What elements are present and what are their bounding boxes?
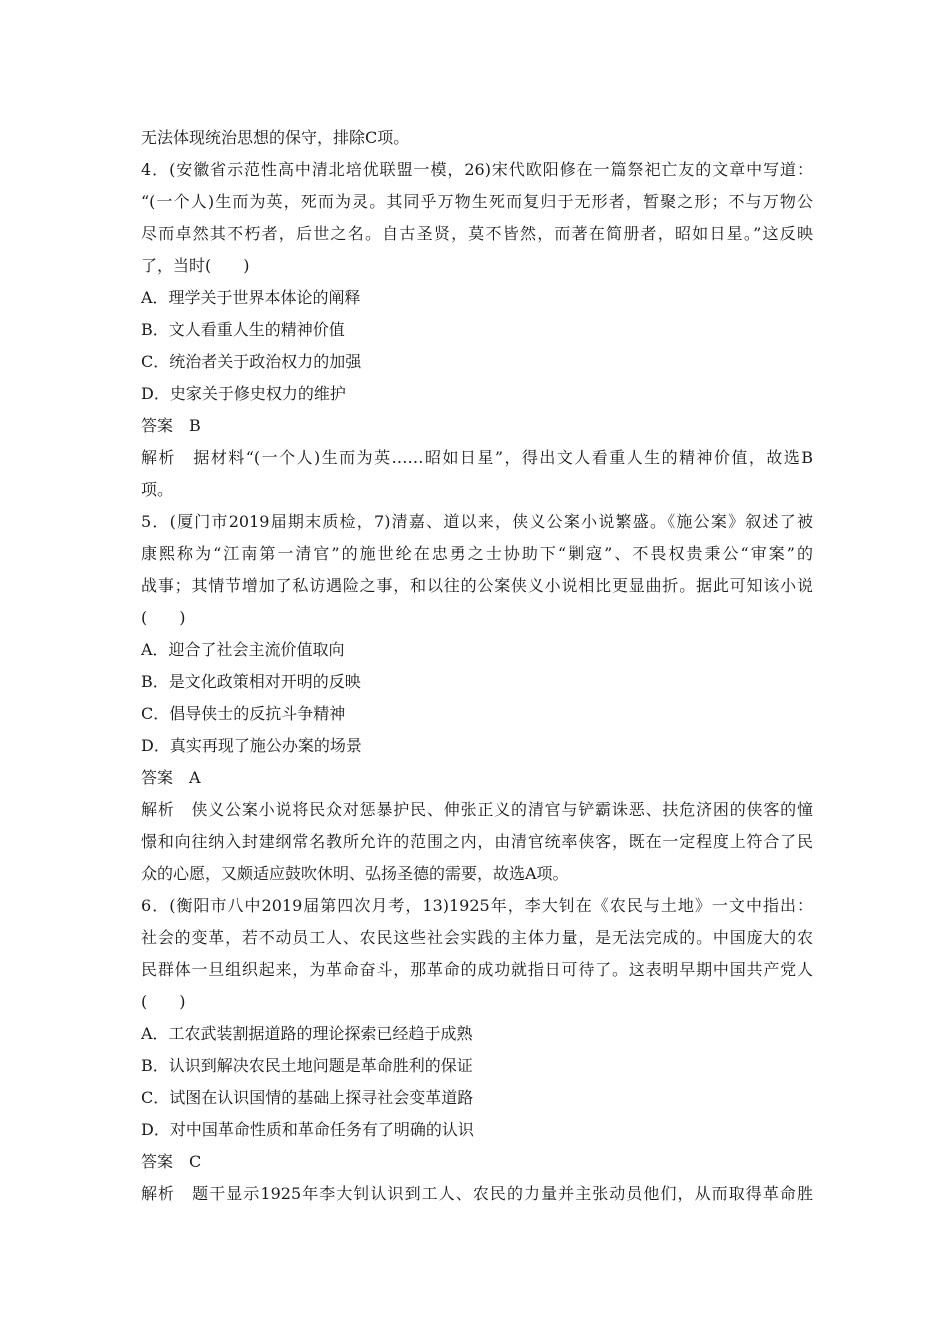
text-line: ( ) [141, 992, 186, 1011]
text-line: 众的心愿，又颇适应鼓吹休明、弘扬圣德的需要，故选A项。 [141, 864, 569, 883]
text-line: 了，当时( ) [141, 256, 250, 275]
text-line: D．史家关于修史权力的维护 [141, 384, 346, 403]
text-line: “(一个人)生而为英，死而为灵。其同乎万物生死而复归于无形者，暂聚之形；不与万物公 [141, 192, 813, 211]
text-line: B．文人看重人生的精神价值 [141, 320, 345, 339]
text-line: B．是文化政策相对开明的反映 [141, 672, 361, 691]
text-line: 战事；其情节增加了私访遇险之事，和以往的公案侠义小说相比更显曲折。据此可知该小说 [141, 576, 813, 595]
text-line: 解析 侠义公案小说将民众对惩暴护民、伸张正义的清官与铲霸诛恶、扶危济困的侠客的憧 [141, 800, 813, 819]
text-line: 尽而卓然其不朽者，后世之名。自古圣贤，莫不皆然，而著在简册者，昭如日星。”这反映 [141, 224, 813, 243]
text-line: C．统治者关于政治权力的加强 [141, 352, 362, 371]
text-line: 憬和向往纳入封建纲常名教所允许的范围之内，由清官统率侠客，既在一定程度上符合了民 [141, 832, 813, 851]
text-line: 解析 据材料“(一个人)生而为英……昭如日星”，得出文人看重人生的精神价值，故选B [141, 448, 813, 467]
text-line: C．倡导侠士的反抗斗争精神 [141, 704, 346, 723]
document-page [141, 122, 813, 1210]
text-line: 6．(衡阳市八中2019届第四次月考，13)1925年，李大钊在《农民与土地》一文中指出： [141, 896, 813, 915]
text-line: 4．(安徽省示范性高中清北培优联盟一模，26)宋代欧阳修在一篇祭祀亡友的文章中写道： [141, 160, 813, 179]
text-line: 民群体一旦组织起来，为革命奋斗，那革命的成功就指日可待了。这表明早期中国共产党人 [141, 960, 813, 979]
text-line: 解析 题干显示1925年李大钊认识到工人、农民的力量并主张动员他们，从而取得革命胜 [141, 1184, 813, 1203]
text-line: 答案 C [141, 1152, 202, 1171]
text-line: B．认识到解决农民土地问题是革命胜利的保证 [141, 1056, 473, 1075]
text-line: 5．(厦门市2019届期末质检，7)清嘉、道以来，侠义公案小说繁盛。《施公案》叙述了被 [141, 512, 813, 531]
text-line: 答案 A [141, 768, 201, 787]
text-line: C．试图在认识国情的基础上探寻社会变革道路 [141, 1088, 474, 1107]
text-line: D．真实再现了施公办案的场景 [141, 736, 362, 755]
text-line: 答案 B [141, 416, 201, 435]
text-line: 无法体现统治思想的保守，排除C项。 [141, 128, 410, 147]
text-line: 社会的变革，若不动员工人、农民这些社会实践的主体力量，是无法完成的。中国庞大的农 [141, 928, 813, 947]
text-line: A．迎合了社会主流价值取向 [141, 640, 345, 659]
text-line: ( ) [141, 608, 186, 627]
text-line: D．对中国革命性质和革命任务有了明确的认识 [141, 1120, 474, 1139]
text-line: A．工农武装割据道路的理论探索已经趋于成熟 [141, 1024, 473, 1043]
text-line: A．理学关于世界本体论的阐释 [141, 288, 361, 307]
text-line: 康熙称为“江南第一清官”的施世纶在忠勇之士协助下“剿寇”、不畏权贵秉公“审案”的 [141, 544, 813, 563]
text-line: 项。 [141, 480, 174, 499]
